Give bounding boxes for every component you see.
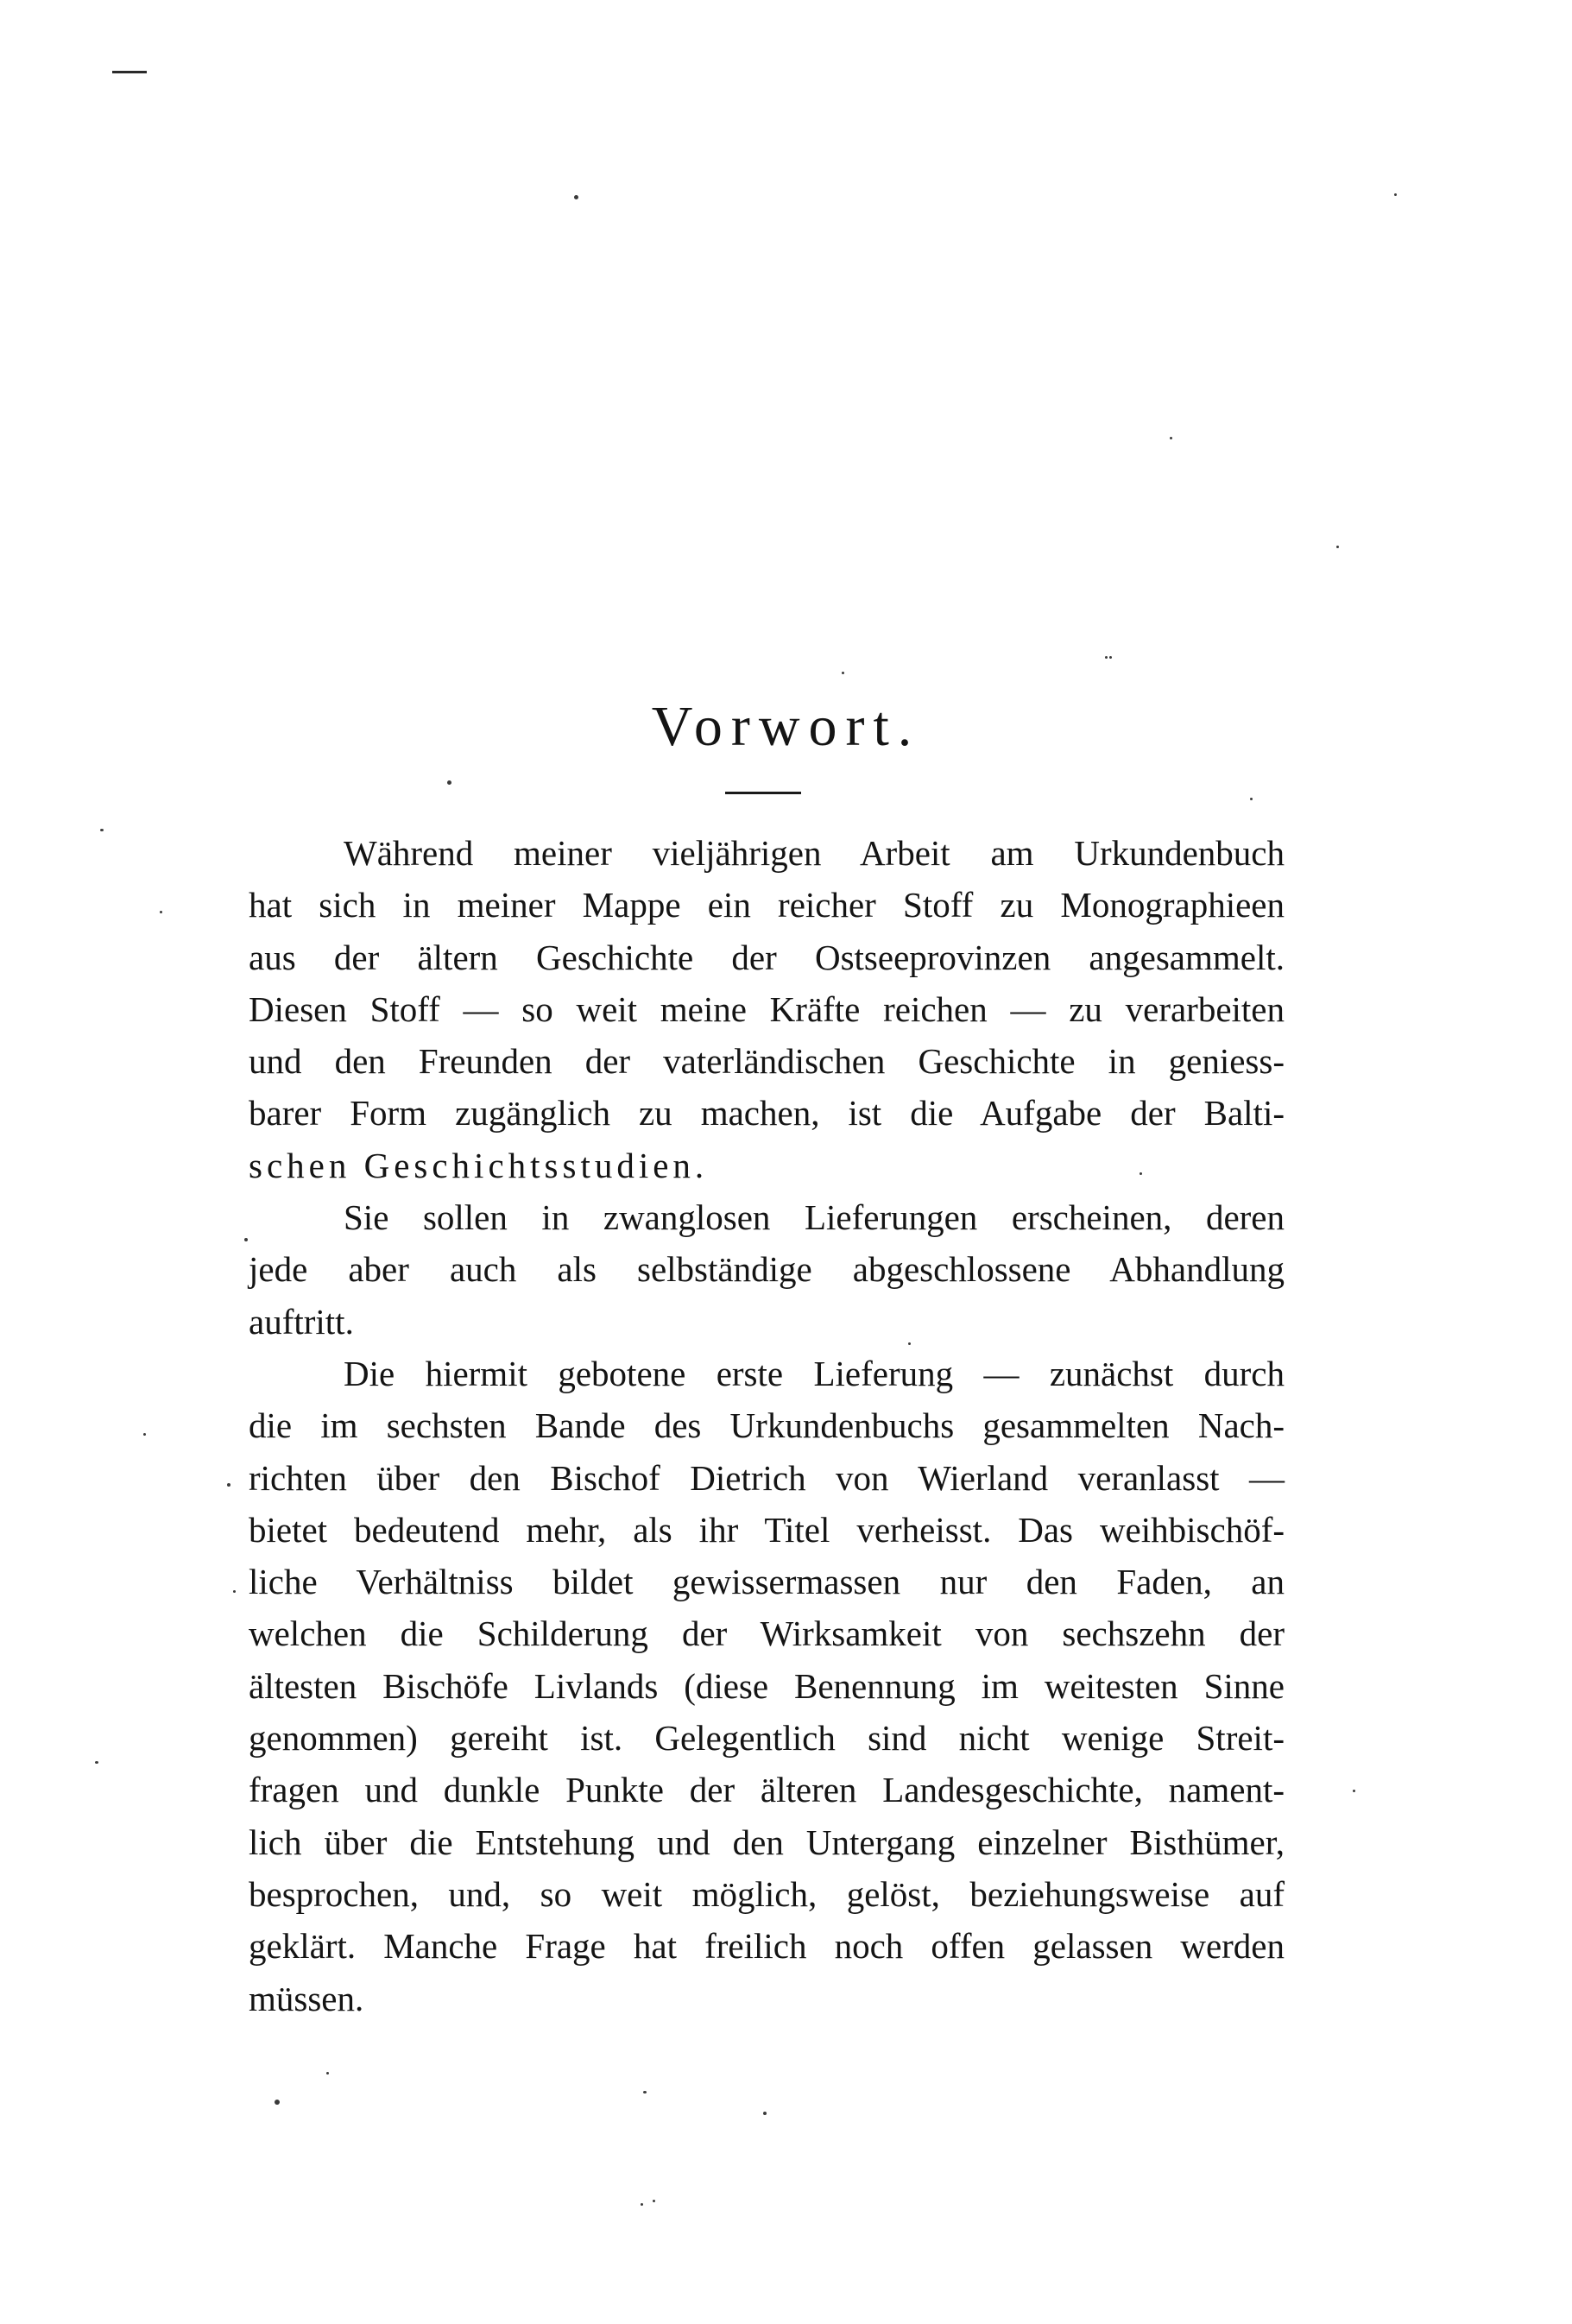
paragraph-3-line: Die hiermit gebotene erste Lieferung — zunächst durch <box>344 1353 1285 1393</box>
paragraph-3-line: fragen und dunkle Punkte der älteren Landesgeschichte, nament- <box>249 1770 1285 1810</box>
paragraph-3-line: die im sechsten Bande des Urkundenbuchs gesammelten Nach- <box>249 1405 1285 1446</box>
paragraph-1-line: aus der ältern Geschichte der Ostseeprovinzen angesammelt. <box>249 937 1285 977</box>
scan-speck <box>763 2112 767 2115</box>
scan-speck <box>908 1342 911 1345</box>
paragraph-3-line: müssen. <box>249 1978 364 2018</box>
paragraph-1-line: barer Form zugänglich zu machen, ist die Aufgabe der Balti- <box>249 1093 1285 1134</box>
paragraph-3-line: richten über den Bischof Dietrich von Wierland veranlasst — <box>249 1457 1285 1498</box>
paragraph-3-line: genommen) gereiht ist. Gelegentlich sind nicht wenige Streit- <box>249 1718 1285 1759</box>
paragraph-1-line: hat sich in meiner Mappe ein reicher Stoff zu Monographieen <box>249 885 1285 925</box>
scan-speck <box>1336 546 1339 548</box>
paragraph-3-line: bietet bedeutend mehr, als ihr Titel verheisst. Das weihbischöf- <box>249 1509 1285 1550</box>
scan-speck <box>1109 656 1112 659</box>
scan-speck <box>143 1433 146 1436</box>
scan-speck <box>1353 1790 1355 1792</box>
scan-speck <box>275 2100 280 2105</box>
scan-speck <box>160 911 162 913</box>
paragraph-3-line: welchen die Schilderung der Wirksamkeit von sechszehn der <box>249 1614 1285 1654</box>
paragraph-2-line: auftritt. <box>249 1301 354 1342</box>
scan-speck <box>447 780 451 785</box>
scan-speck <box>653 2200 655 2202</box>
scan-speck <box>233 1590 236 1593</box>
scan-speck <box>643 2091 647 2093</box>
paragraph-3-line: liche Verhältniss bildet gewissermassen nur den Faden, an <box>249 1562 1285 1602</box>
paragraph-1-line: Diesen Stoff — so weit meine Kräfte reichen — zu verarbeiten <box>249 988 1285 1029</box>
scan-speck <box>1170 437 1172 439</box>
scan-speck <box>1394 193 1397 196</box>
scan-speck <box>227 1483 230 1487</box>
scan-speck <box>100 829 104 831</box>
paragraph-1-line: schen Geschichtsstudien. <box>249 1145 709 1185</box>
scan-speck <box>574 195 578 199</box>
scan-speck <box>1105 656 1108 659</box>
paragraph-3-line: lich über die Entstehung und den Untergang einzelner Bisthümer, <box>249 1822 1285 1862</box>
scan-speck <box>641 2203 643 2206</box>
scan-speck <box>326 2072 329 2075</box>
paragraph-1-line: Während meiner vieljährigen Arbeit am Urkundenbuch <box>344 833 1285 873</box>
paragraph-3-line: ältesten Bischöfe Livlands (diese Benennung im weitesten Sinne <box>249 1665 1285 1706</box>
top-margin-mark <box>112 71 147 73</box>
paragraph-2-line: jede aber auch als selbständige abgeschlossene Abhandlung <box>249 1249 1285 1290</box>
scan-speck <box>1250 798 1253 800</box>
paragraph-3-line: besprochen, und, so weit möglich, gelöst, beziehungsweise auf <box>249 1873 1285 1914</box>
scan-speck <box>842 672 844 674</box>
paragraph-3-line: geklärt. Manche Frage hat freilich noch offen gelassen werden <box>249 1926 1285 1967</box>
scan-speck <box>244 1238 248 1241</box>
paragraph-1-line: und den Freunden der vaterländischen Geschichte in geniess- <box>249 1041 1285 1082</box>
paragraph-2-line: Sie sollen in zwanglosen Lieferungen erscheinen, deren <box>344 1197 1285 1238</box>
page-title: Vorwort. <box>651 695 921 758</box>
scan-speck <box>95 1761 98 1764</box>
preface-body <box>249 827 1285 2024</box>
scan-speck <box>1140 1172 1142 1175</box>
title-underline-rule <box>725 792 801 794</box>
